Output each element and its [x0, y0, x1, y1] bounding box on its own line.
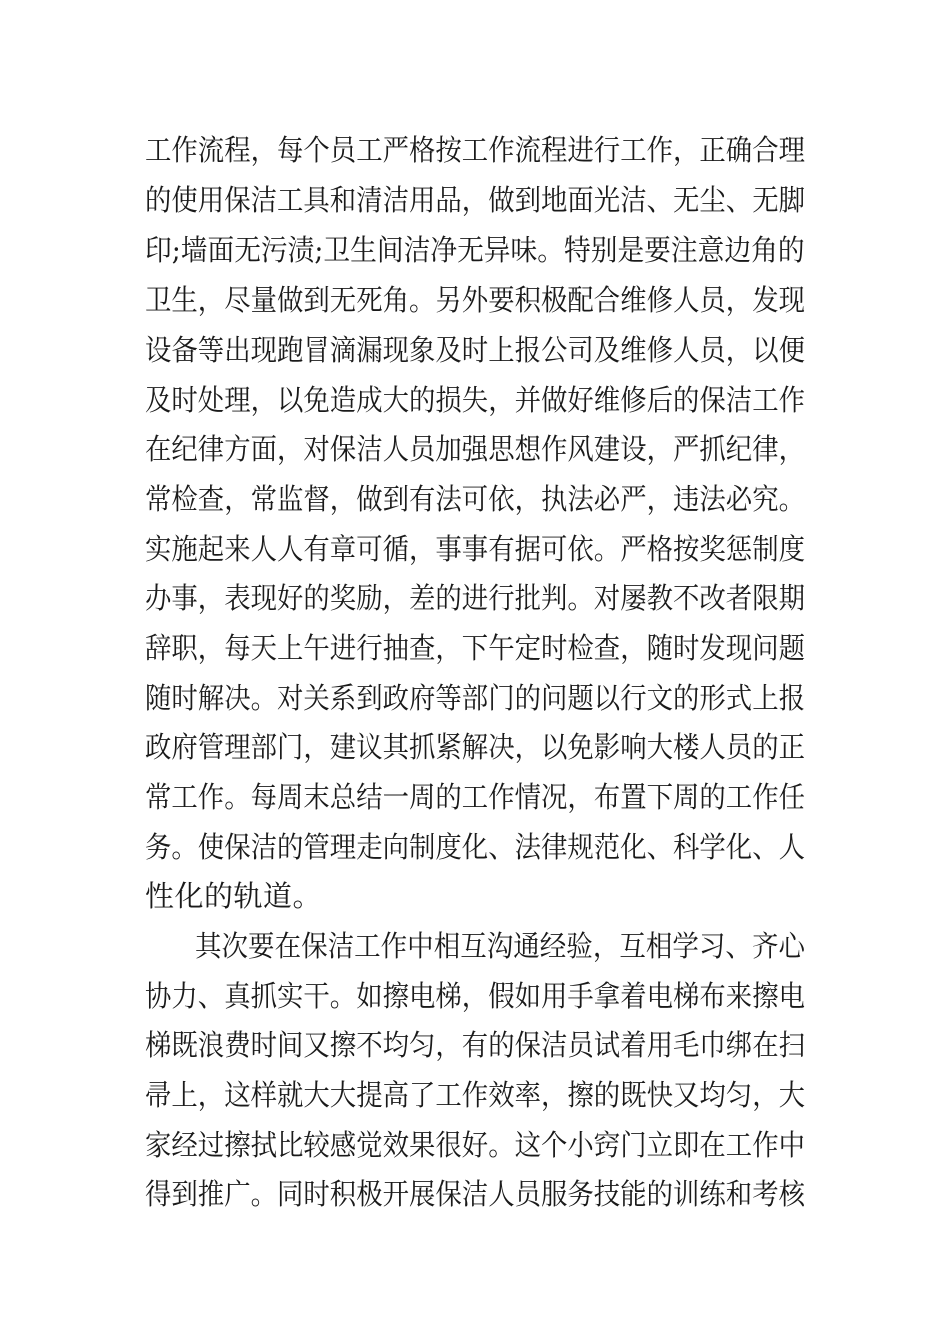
text-line: 在纪律方面，对保洁人员加强思想作风建设，严抓纪律，: [145, 432, 806, 466]
text-line: 常工作。每周末总结一周的工作情况，布置下周的工作任: [145, 780, 806, 814]
text-line: 辞职，每天上午进行抽查，下午定时检查，随时发现问题: [145, 631, 806, 665]
text-line: 设备等出现跑冒滴漏现象及时上报公司及维修人员，以便: [145, 333, 806, 367]
text-line: 办事，表现好的奖励，差的进行批判。对屡教不改者限期: [145, 581, 806, 615]
text-line: 随时解决。对关系到政府等部门的问题以行文的形式上报: [145, 681, 806, 715]
text-line: 务。使保洁的管理走向制度化、法律规范化、科学化、人: [145, 830, 806, 864]
text-line: 性化的轨道。: [145, 879, 323, 913]
text-line: 政府管理部门，建议其抓紧解决，以免影响大楼人员的正: [145, 730, 806, 764]
text-line: 及时处理，以免造成大的损失，并做好维修后的保洁工作: [145, 383, 806, 417]
text-line: 得到推广。同时积极开展保洁人员服务技能的训练和考核: [145, 1177, 806, 1211]
text-line: 帚上，这样就大大提高了工作效率，擦的既快又均匀，大: [145, 1078, 806, 1112]
text-line: 常检查，常监督，做到有法可依，执法必严，违法必究。: [145, 482, 806, 516]
text-line: 协力、真抓实干。如擦电梯，假如用手拿着电梯布来擦电: [145, 979, 806, 1013]
text-line: 的使用保洁工具和清洁用品，做到地面光洁、无尘、无脚: [145, 183, 806, 217]
text-line: 印;墙面无污渍;卫生间洁净无异味。特别是要注意边角的: [145, 233, 805, 267]
text-line: 卫生，尽量做到无死角。另外要积极配合维修人员，发现: [145, 283, 806, 317]
text-line: 梯既浪费时间又擦不均匀，有的保洁员试着用毛巾绑在扫: [145, 1028, 806, 1062]
text-line: 工作流程，每个员工严格按工作流程进行工作，正确合理: [145, 133, 806, 167]
text-line: 实施起来人人有章可循，事事有据可依。严格按奖惩制度: [145, 532, 806, 566]
text-line: 家经过擦拭比较感觉效果很好。这个小窍门立即在工作中: [145, 1128, 806, 1162]
paragraph-start-line: 其次要在保洁工作中相互沟通经验，互相学习、齐心: [195, 929, 806, 963]
